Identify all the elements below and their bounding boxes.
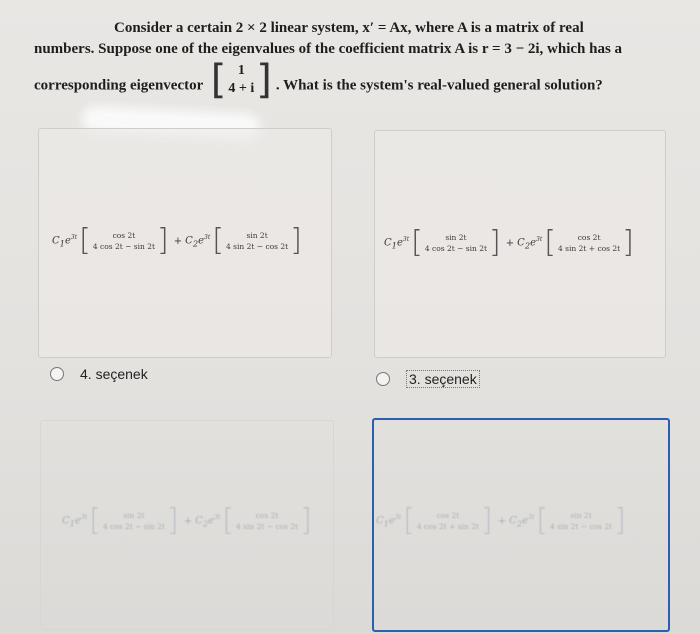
vector-2: cos 2t 4 sin 2t + cos 2t (558, 233, 621, 253)
question-line-2: numbers. Suppose one of the eigenvalues of the coefficient matrix A is r = 3 − 2i, which has a (34, 41, 623, 57)
option-3-radio-row[interactable] (376, 370, 480, 388)
option-4-label: 4. seçenek (80, 366, 148, 382)
option-4-formula: $C_1e^{3t}$ [ cos 2t 4 cos 2t − sin 2t ] + $C_2e^{3t}$ [ sin 2t 4 sin 2t − cos 2t ] (52, 223, 302, 258)
option-3-formula: $C_1e^{3t}$ [ sin 2t 4 cos 2t − sin 2t ] + $C_2e^{3t}$ [ cos 2t 4 sin 2t + cos 2t ] (384, 225, 634, 260)
question-line-3-prefix: corresponding eigenvector (34, 77, 204, 94)
radio-button[interactable] (50, 367, 64, 381)
radio-button[interactable] (376, 372, 390, 386)
coef-c2: $C_2e^{3t}$ (517, 235, 543, 251)
question-line-1: Consider a certain 2 × 2 linear system, x′ = Ax, where A is a matrix of real (114, 20, 584, 36)
eigenvector (210, 57, 272, 103)
lower-right-formula: $C_1e^{3t}$ [ cos 2t 4 cos 2t + sin 2t ] + $C_2e^{3t}$ [ sin 2t 4 sin 2t − cos 2t ] (376, 503, 626, 538)
vector-2: sin 2t 4 sin 2t − cos 2t (226, 231, 289, 251)
coef-c1: $C_1e^{3t}$ (384, 235, 410, 251)
option-4-radio-row[interactable] (50, 366, 148, 382)
question-line-3 (34, 57, 680, 106)
coef-c1: $C_1e^{3t}$ (52, 233, 78, 249)
coef-c2: $C_2e^{3t}$ (185, 233, 211, 249)
right-bracket: ] (256, 57, 272, 103)
eigenvector-top: 1 (237, 63, 245, 78)
left-bracket: [ (210, 57, 227, 103)
question-line-3-suffix: . What is the system's real-valued general solution? (275, 77, 603, 94)
eigenvector-bottom: 4 + i (228, 81, 255, 96)
lower-left-formula: $C_1e^{3t}$ [ sin 2t 4 cos 2t − sin 2t ] + $C_2e^{3t}$ [ cos 2t 4 sin 2t − cos 2t ] (62, 503, 312, 538)
vector-1: sin 2t 4 cos 2t − sin 2t (424, 233, 488, 253)
question-text (34, 18, 680, 106)
vector-1: cos 2t 4 cos 2t − sin 2t (92, 231, 156, 251)
option-3-label: 3. seçenek (406, 370, 480, 388)
